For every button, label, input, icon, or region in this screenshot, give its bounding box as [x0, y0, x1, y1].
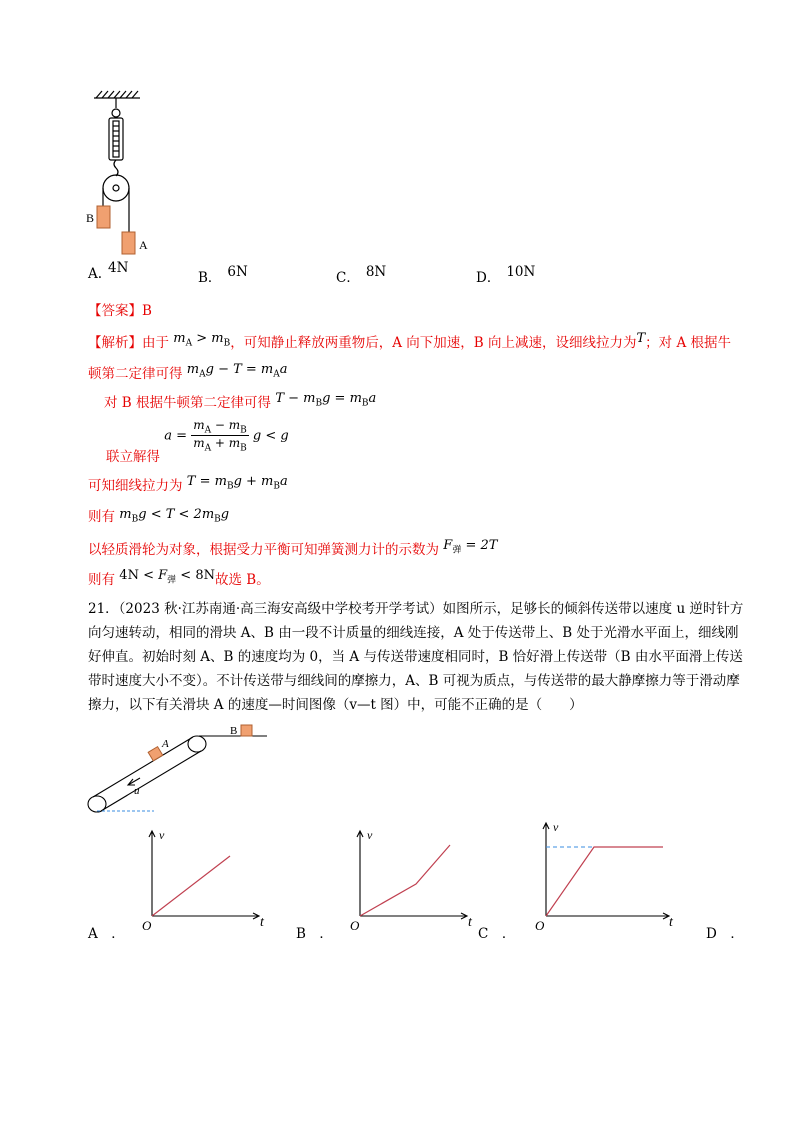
answer-line: 【答案】B: [88, 303, 152, 319]
graph-b: [344, 826, 484, 930]
analysis-line-3: 对 B 根据牛顿第二定律可得 $T - m_Bg = m_Ba$: [104, 391, 377, 411]
analysis-line-7: 以轻质滑轮为对象，根据受力平衡可知弹簧测力计的示数为 $F_弹 = 2T$: [88, 538, 498, 558]
graph-d-origin: O: [535, 918, 545, 930]
graph-a-v-label: v: [159, 828, 165, 842]
conveyor-figure: [84, 722, 284, 818]
graph-label-a: A ．: [88, 926, 125, 942]
question-21-text: 21．（2023 秋·江苏南通·高三海安高级中学校考开学考试）如图所示，足够长的倾斜传送带以速度 u 逆时针方向匀速转动，相同的滑块 A、B 由一段不计质量的细线连接，A 处于传送带上、B 处于光滑水平面上，细线刚好伸直。初始时刻 A、B 的速度均为 0，当 A 与传送带速度相同时，B 恰好滑上传送带（B 由水平面滑上传送带时速度大小不变）。不计传送带与细线间的摩擦力，A、B 可视为质点，与传送带的最大静摩擦力等于滑动摩擦力，以下有关滑块 A 的速度—时间图像（v—t 图）中，可能不正确的是（ ）: [88, 601, 744, 713]
analysis-line-1: 【解析】由于 $m_A > m_B$，可知静止释放两重物后，A 向下加速，B 向上减速，设细线拉力为T；对 A 根据牛: [88, 331, 732, 351]
graph-d: [530, 818, 690, 930]
analysis-line-6: 则有 $m_Bg < T < 2m_Bg$: [88, 507, 230, 525]
option-d: D． 10N: [476, 264, 536, 286]
label-a: A: [139, 238, 148, 252]
graph-d-v-label: v: [553, 820, 559, 834]
analysis-line-8: 则有 $4N < F_弹 < 8N$故选 B。: [88, 568, 270, 588]
graph-a-origin: O: [142, 918, 152, 930]
belt-label-a: A: [162, 738, 169, 750]
analysis-line-4: 联立解得 a = $\frac{m_A - m_B}{m_A + m_B}$ g < g: [106, 418, 289, 466]
graph-b-v-label: v: [367, 828, 373, 842]
analysis-line-5: 可知细线拉力为 $T = m_Bg + m_Ba$: [88, 474, 288, 494]
analysis-line-2: 顿第二定律可得 $m_Ag - T = m_Aa$: [88, 362, 288, 382]
spring-pulley-figure: [80, 88, 170, 263]
graph-a: [136, 826, 276, 930]
graph-a-t-label: t: [260, 915, 264, 930]
graph-label-c: C ．: [478, 926, 516, 942]
belt-label-u: u: [134, 785, 140, 797]
graph-d-t-label: t: [669, 915, 673, 930]
graph-label-d: D ．: [706, 926, 744, 942]
label-b: B: [86, 211, 95, 225]
graph-b-t-label: t: [468, 915, 472, 930]
option-a: A. 4N: [88, 260, 129, 282]
option-c: C． 8N: [336, 264, 387, 286]
belt-label-b: B: [230, 725, 238, 737]
graph-label-b: B ．: [296, 926, 333, 942]
graph-b-origin: O: [350, 918, 360, 930]
option-b: B． 6N: [198, 264, 248, 286]
